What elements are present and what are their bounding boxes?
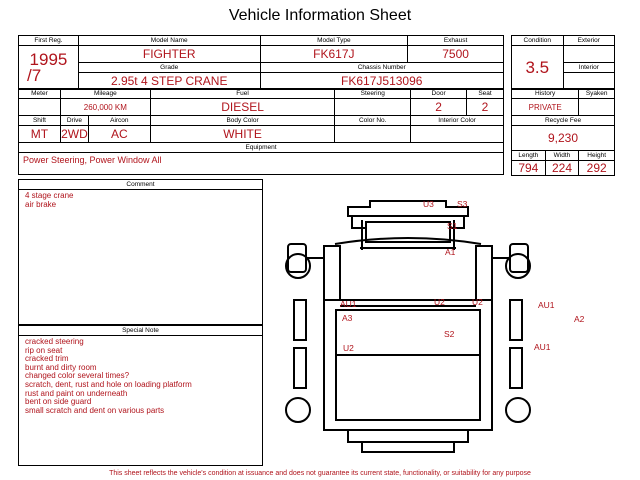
- damage-mark-au1-right: AU1: [538, 300, 555, 310]
- comment-label: Comment: [19, 180, 262, 190]
- damage-mark-a1: A1: [445, 247, 456, 257]
- history-grid: [511, 88, 615, 176]
- shift-value: MT: [19, 126, 61, 143]
- model-name-label: Model Name: [78, 36, 260, 46]
- height-value: 292: [579, 161, 615, 176]
- equipment-label: Equipment: [19, 143, 504, 153]
- model-type-label: Model Type: [260, 36, 408, 46]
- damage-mark-s3: S3: [457, 199, 468, 209]
- condition-score: 3.5: [512, 46, 564, 90]
- fuel-value: DIESEL: [150, 99, 335, 116]
- damage-mark-u2-left: U2: [343, 343, 354, 353]
- model-type-value: FK617J: [260, 46, 408, 63]
- footer-disclaimer: This sheet reflects the vehicle's condition at issuance and does not guarantee its current state, functionality, or suitability for any purpose: [109, 470, 531, 477]
- body-color-value: WHITE: [150, 126, 335, 143]
- door-value: 2: [411, 99, 467, 116]
- exhaust-label: Exhaust: [408, 36, 504, 46]
- first-reg-year: 1995: [29, 49, 68, 69]
- fuel-label: Fuel: [150, 89, 335, 99]
- door-label: Door: [411, 89, 467, 99]
- damage-mark-u2-center-right: U2: [472, 297, 483, 307]
- interior-label: Interior: [563, 63, 614, 73]
- damage-mark-a3: A3: [342, 313, 353, 323]
- meter-value: [19, 99, 61, 116]
- interior-color-label: Interior Color: [411, 116, 504, 126]
- damage-mark-s1: S1: [447, 221, 458, 231]
- width-value: 224: [545, 161, 579, 176]
- comment-box: [18, 179, 263, 325]
- recycle-fee-label: Recycle Fee: [512, 116, 615, 126]
- rear-outline: [348, 430, 468, 452]
- recycle-fee-value: 9,230: [512, 126, 615, 151]
- exhaust-value: 7500: [408, 46, 504, 63]
- interior-value: [563, 73, 614, 90]
- chassis-number-value: FK617J513096: [260, 73, 504, 90]
- meter-label: Meter: [19, 89, 61, 99]
- model-name-value: FIGHTER: [78, 46, 260, 63]
- length-label: Length: [512, 151, 546, 161]
- chassis-number-label: Chassis Number: [260, 63, 504, 73]
- seat-label: Seat: [467, 89, 504, 99]
- syaken-label: Syaken: [579, 89, 615, 99]
- condition-label: Condition: [512, 36, 564, 46]
- color-no-value: [335, 126, 411, 143]
- exterior-value: [563, 46, 614, 63]
- comment-text: 4 stage crane air brake: [25, 191, 74, 209]
- steering-value: [335, 99, 411, 116]
- width-label: Width: [545, 151, 579, 161]
- mileage-label: Mileage: [60, 89, 150, 99]
- first-reg-label: First Reg.: [19, 36, 79, 46]
- syaken-value: [579, 99, 615, 116]
- special-note-box: [18, 325, 263, 466]
- damage-mark-a2: A2: [574, 314, 585, 324]
- side-panels: [294, 300, 522, 388]
- sheet-title: Vehicle Information Sheet: [228, 7, 412, 24]
- drive-label: Drive: [60, 116, 88, 126]
- condition-grid: [511, 35, 615, 90]
- aircon-label: Aircon: [88, 116, 150, 126]
- grade-value: 2.95t 4 STEP CRANE: [78, 73, 260, 90]
- history-label: History: [512, 89, 579, 99]
- seat-value: 2: [467, 99, 504, 116]
- first-reg-month: /7: [27, 65, 42, 85]
- history-value: PRIVATE: [512, 99, 579, 116]
- damage-mark-u2-center-left: U2: [434, 297, 445, 307]
- special-note-text: cracked steering rip on seat cracked trim burnt and dirty room changed color several times? scratch, dent, rust and hole on loading platform rust and paint on underneath bent on side guard small scratch and dent on various parts: [25, 337, 192, 415]
- drive-value: 2WD: [61, 127, 88, 141]
- aircon-value: AC: [88, 126, 150, 143]
- color-no-label: Color No.: [335, 116, 411, 126]
- exterior-label: Exterior: [563, 36, 614, 46]
- interior-color-value: [411, 126, 504, 143]
- wheels: [286, 254, 530, 422]
- steering-label: Steering: [335, 89, 411, 99]
- damage-mark-s2: S2: [444, 329, 455, 339]
- equipment-value: Power Steering, Power Window All: [19, 153, 504, 175]
- special-note-label: Special Note: [19, 325, 262, 336]
- damage-mark-au1-left: AU1: [340, 299, 357, 309]
- damage-mark-au1-right-lower: AU1: [534, 342, 551, 352]
- body-color-label: Body Color: [150, 116, 335, 126]
- grade-label: Grade: [78, 63, 260, 73]
- damage-mark-u3: U3: [423, 199, 434, 209]
- height-label: Height: [579, 151, 615, 161]
- length-value: 794: [512, 161, 546, 176]
- vehicle-info-grid-middle: [18, 88, 504, 175]
- vehicle-info-grid-top: [18, 35, 504, 90]
- shift-label: Shift: [19, 116, 61, 126]
- cab-sides: [324, 246, 492, 300]
- mileage-value: 260,000 KM: [60, 99, 150, 116]
